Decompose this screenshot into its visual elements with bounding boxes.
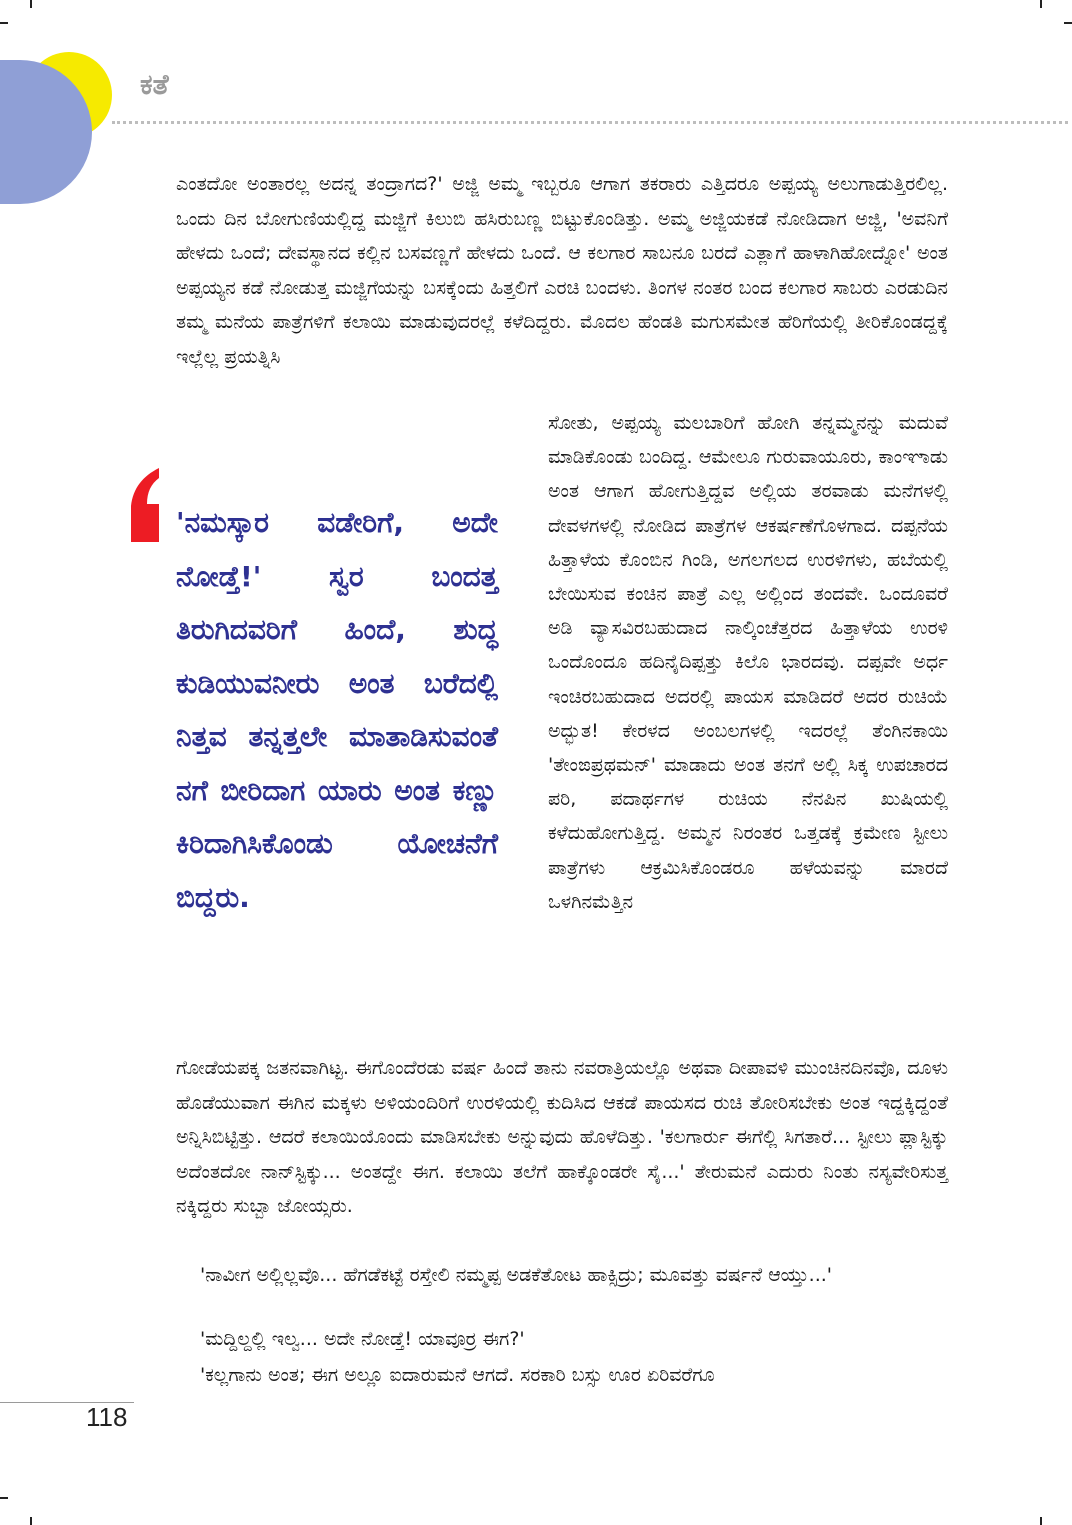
crop-mark	[1064, 22, 1072, 24]
section-title: ಕತೆ	[140, 68, 169, 101]
paragraph-bottom: ಗೋಡೆಯಪಕ್ಕ ಜತನವಾಗಿಟ್ಟ. ಈಗೊಂದೆರಡು ವರ್ಷ ಹಿಂದೆ ತಾನು ನವರಾತ್ರಿಯಲ್ಲೊ ಅಥವಾ ದೀಪಾವಳಿ ಮುಂಚಿನದಿನವೊ, ದೂಳು ಹೊಡೆಯುವಾಗ ಈಗಿನ ಮಕ್ಕಳು ಅಳಿಯಂದಿರಿಗೆ ಉರಳಿಯಲ್ಲಿ ಕುದಿಸಿದ ಆಕಡೆ ಪಾಯಸದ ರುಚಿ ತೋರಿಸಬೇಕು ಅಂತ ಇದ್ದಕ್ಕಿದ್ದಂತೆ ಅನ್ನಿಸಿಬಿಟ್ಟಿತ್ತು. ಆದರೆ ಕಲಾಯಿಯೊಂದು ಮಾಡಿಸಬೇಕು ಅನ್ನುವುದು ಹೊಳೆದಿತ್ತು. 'ಕಲಗಾರ್ರು ಈಗೆಲ್ಲಿ ಸಿಗತಾರೆ... ಸ್ಟೀಲು ಪ್ಲಾಸ್ಟಿಕ್ಕು ಅದೆಂತದೋ ನಾನ್‌ಸ್ಟಿಕ್ಕು... ಅಂತದ್ದೇ ಈಗ. ಕಲಾಯಿ ತಲೆಗೆ ಹಾಕ್ಕೊಂಡರೇ ಸೈ...' ತೇರುಮನೆ ಎದುರು ನಿಂತು ನಸ್ಯವೇರಿಸುತ್ತ ನಕ್ಕಿದ್ದರು ಸುಬ್ಬಾ ಜೋಯ್ಸರು.	[176, 1057, 948, 1217]
crop-mark	[30, 1517, 32, 1525]
crop-mark	[1040, 0, 1042, 8]
crop-mark	[1040, 1517, 1042, 1525]
header-dotted-rule	[112, 121, 1068, 124]
dialogue-line-2: 'ಮದ್ದಿಲ್ದಲ್ಲಿ ಇಲ್ವ... ಅದೇ ನೋಡ್ತೆ! ಯಾವೂರ್ರ ಈಗ?'	[200, 1328, 525, 1350]
paragraph-column: ಸೋತು, ಅಪ್ಪಯ್ಯ ಮಲಬಾರಿಗೆ ಹೋಗಿ ತನ್ನಮ್ಮನನ್ನು ಮದುವೆ ಮಾಡಿಕೊಂಡು ಬಂದಿದ್ದ. ಆಮೇಲೂ ಗುರುವಾಯೂರು, ಕಾಂಞಾಡು ಅಂತ ಆಗಾಗ ಹೋಗುತ್ತಿದ್ದವ ಅಲ್ಲಿಯ ತರವಾಡು ಮನೆಗಳಲ್ಲಿ ದೇವಳಗಳಲ್ಲಿ ನೋಡಿದ ಪಾತ್ರೆಗಳ ಆಕರ್ಷಣೆಗೊಳಗಾದ. ದಪ್ಪನೆಯ ಹಿತ್ತಾಳೆಯ ಕೊಂಬಿನ ಗಿಂಡಿ, ಅಗಲಗಲದ ಉರಳಿಗಳು, ಹಬೆಯಲ್ಲಿ ಬೇಯಿಸುವ ಕಂಚಿನ ಪಾತ್ರೆ ಎಲ್ಲ ಅಲ್ಲಿಂದ ತಂದವೇ. ಒಂದೂವರೆ ಅಡಿ ವ್ಯಾಸವಿರಬಹುದಾದ ನಾಲ್ಕಿಂಚೆತ್ತರದ ಹಿತ್ತಾಳೆಯ ಉರಳಿ ಒಂದೊಂದೂ ಹದಿನೈದಿಪ್ಪತ್ತು ಕಿಲೊ ಭಾರದವು. ದಪ್ಪವೇ ಅರ್ಧ ಇಂಚಿರಬಹುದಾದ ಅದರಲ್ಲಿ ಪಾಯಸ ಮಾಡಿದರೆ ಅದರ ರುಚಿಯೆ ಅದ್ಭುತ! ಕೇರಳದ ಅಂಬಲಗಳಲ್ಲಿ ಇದರಲ್ಲೆ ತೆಂಗಿನಕಾಯಿ 'ತೇಂಙಪ್ರಥಮನ್' ಮಾಡಾದು ಅಂತ ತನಗೆ ಅಲ್ಲಿ ಸಿಕ್ಕ ಉಪಚಾರದ ಪರಿ, ಪದಾರ್ಥಗಳ ರುಚಿಯ ನೆನಪಿನ ಖುಷಿಯಲ್ಲಿ ಕಳೆದುಹೋಗುತ್ತಿದ್ದ. ಅಮ್ಮನ ನಿರಂತರ ಒತ್ತಡಕ್ಕೆ ಕ್ರಮೇಣ ಸ್ಟೀಲು ಪಾತ್ರೆಗಳು ಆಕ್ರಮಿಸಿಕೊಂಡರೂ ಹಳೆಯವನ್ನು ಮಾರದೆ ಒಳಗಿನಮೆತ್ತಿನ	[548, 412, 948, 913]
crop-mark	[0, 1497, 8, 1499]
page-number: 118	[86, 1402, 128, 1432]
paragraph-top: ಎಂತದೋ ಅಂತಾರಲ್ಲ ಅದನ್ನ ತಂದ್ರಾಗದ?' ಅಜ್ಜಿ ಅಮ್ಮ ಇಬ್ಬರೂ ಆಗಾಗ ತಕರಾರು ಎತ್ತಿದರೂ ಅಪ್ಪಯ್ಯ ಅಲುಗಾಡುತ್ತಿರಲಿಲ್ಲ. ಒಂದು ದಿನ ಬೋಗುಣಿಯಲ್ಲಿದ್ದ ಮಜ್ಜಿಗೆ ಕಿಲುಬಿ ಹಸಿರುಬಣ್ಣ ಬಿಟ್ಟುಕೊಂಡಿತ್ತು. ಅಮ್ಮ ಅಜ್ಜಿಯಕಡೆ ನೋಡಿದಾಗ ಅಜ್ಜಿ, 'ಅವನಿಗೆ ಹೇಳದು ಒಂದೆ; ದೇವಸ್ಥಾನದ ಕಲ್ಲಿನ ಬಸವಣ್ಣಗೆ ಹೇಳದು ಒಂದೆ. ಆ ಕಲಗಾರ ಸಾಬನೂ ಬರದೆ ಎತ್ಲಾಗೆ ಹಾಳಾಗಿಹೋದ್ನೋ' ಅಂತ ಅಪ್ಪಯ್ಯನ ಕಡೆ ನೋಡುತ್ತ ಮಜ್ಜಿಗೆಯನ್ನು ಬಸಕ್ಕೆಂದು ಹಿತ್ತಲಿಗೆ ಎರಚಿ ಬಂದಳು. ತಿಂಗಳ ನಂತರ ಬಂದ ಕಲಗಾರ ಸಾಬರು ಎರಡುದಿನ ತಮ್ಮ ಮನೆಯ ಪಾತ್ರೆಗಳಿಗೆ ಕಲಾಯಿ ಮಾಡುವುದರಲ್ಲೆ ಕಳೆದಿದ್ದರು. ಮೊದಲ ಹೆಂಡತಿ ಮಗುಸಮೇತ ಹೆರಿಗೆಯಲ್ಲಿ ತೀರಿಕೊಂಡದ್ದಕ್ಕೆ ಇಲ್ಲೆಲ್ಲ ಪ್ರಯತ್ನಿಸಿ	[176, 173, 949, 368]
crop-mark	[0, 22, 8, 24]
pull-quote: 'ನಮಸ್ಕಾರ ವಡೇರಿಗೆ, ಅದೇ ನೋಡ್ತೆ!' ಸ್ವರ ಬಂದತ್ತ ತಿರುಗಿದವರಿಗೆ ಹಿಂದೆ, ಶುದ್ಧ ಕುಡಿಯುವನೀರು ಅಂತ ಬರೆದಲ್ಲಿ ನಿತ್ತವ ತನ್ನತ್ತಲೇ ಮಾತಾಡಿಸುವಂತೆ ನಗೆ ಬೀರಿದಾಗ ಯಾರು ಅಂತ ಕಣ್ಣು ಕಿರಿದಾಗಿಸಿಕೊಂಡು ಯೋಚನೆಗೆ ಬಿದ್ದರು.	[176, 506, 498, 914]
dialogue-line-3: 'ಕಲ್ಲಗಾನು ಅಂತ; ಈಗ ಅಲ್ಲೂ ಐದಾರುಮನೆ ಆಗದೆ. ಸರಕಾರಿ ಬಸ್ಸು ಊರ ಏರಿವರೆಗೂ	[200, 1364, 715, 1386]
quote-mark-icon	[125, 466, 161, 544]
dialogue-line-1: 'ನಾವೀಗ ಅಲ್ಲಿಲ್ಲವೊ... ಹೆಗಡೆಕಟ್ಟೆ ರಸ್ತೇಲಿ ನಮ್ಮಪ್ಪ ಅಡಕೆತೋಟ ಹಾಕ್ಸಿದ್ರು; ಮೂವತ್ತು ವರ್ಷನೆ ಆಯ್ತು...'	[200, 1264, 833, 1286]
crop-mark	[30, 0, 32, 8]
